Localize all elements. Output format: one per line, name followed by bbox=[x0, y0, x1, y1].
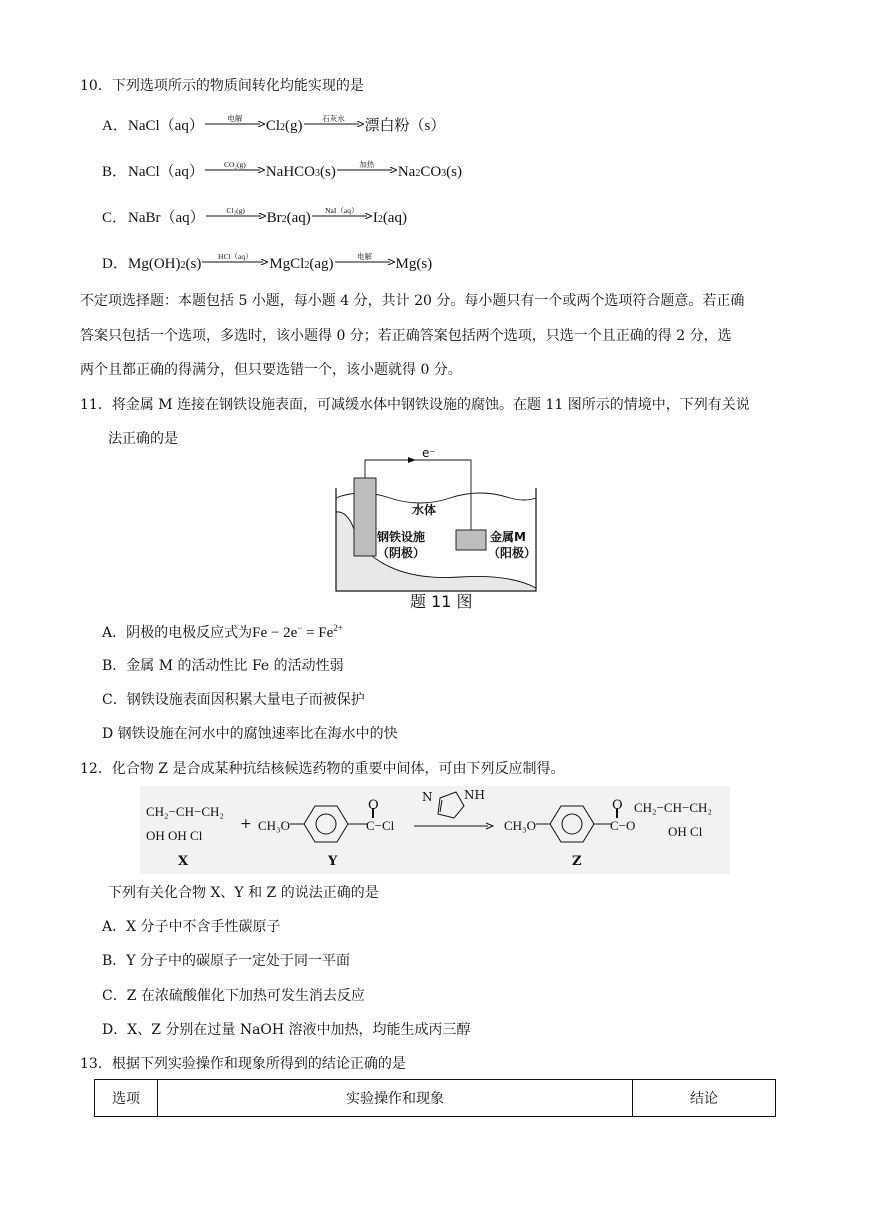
y-carbonyl-o: O bbox=[368, 798, 379, 813]
z-methoxy: CH₃O bbox=[504, 818, 536, 833]
q12-option-c: C．Z 在浓硫酸催化下加热可发生消去反应 bbox=[102, 988, 365, 1004]
q12-option-a: A．X 分子中不含手性碳原子 bbox=[102, 919, 281, 935]
electron-label: e⁻ bbox=[422, 446, 436, 460]
reaction-arrow-icon: Cl₂(g) bbox=[206, 206, 266, 222]
q10-stem: 10．下列选项所示的物质间转化均能实现的是 bbox=[80, 78, 364, 94]
reaction-arrow-icon: 电解 bbox=[205, 114, 265, 130]
table-row bbox=[95, 1080, 776, 1117]
q12-stem: 12．化合物 Z 是合成某种抗结核候选药物的重要中间体，可由下列反应制得。 bbox=[80, 761, 565, 777]
q10-option-b: B． NaCl（aq） CO₂(g) NaHCO 3 (s) 加热 Na 2 CO 3 (s) bbox=[102, 160, 462, 180]
steel-electrode bbox=[354, 478, 376, 556]
q11-option-a: A．阴极的电极反应式为$Fe - 2e^- = Fe^{2+}$ bbox=[102, 623, 343, 641]
q13-table bbox=[94, 1079, 776, 1117]
figure-caption: 题 11 图 bbox=[410, 592, 473, 611]
q10-option-a: A． NaCl（aq） 电解 Cl 2 (g) 石灰水 漂白粉（s） bbox=[102, 114, 446, 134]
q13-stem: 13．根据下列实验操作和现象所得到的结论正确的是 bbox=[80, 1056, 406, 1072]
z-carbonyl-o: O bbox=[612, 798, 623, 813]
q11-option-c: C．钢铁设施表面因积累大量电子而被保护 bbox=[102, 692, 365, 708]
label-x: X bbox=[178, 854, 189, 869]
q12-reaction-scheme bbox=[140, 786, 730, 874]
instructions-line-2: 答案只包括一个选项，多选时，该小题得 0 分；若正确答案包括两个选项，只选一个且正确的得 2 分，选 bbox=[80, 328, 732, 344]
label-y: Y bbox=[328, 854, 338, 869]
instructions-line-3: 两个且都正确的得满分，但只要选错一个，该小题就得 0 分。 bbox=[80, 362, 462, 378]
anode-label: （阳极） bbox=[488, 546, 537, 560]
q12-option-d: D．X、Z 分别在过量 NaOH 溶液中加热，均能生成丙三醇 bbox=[102, 1022, 471, 1038]
label-z: Z bbox=[572, 854, 582, 869]
x-structure-bottom: OH OH Cl bbox=[146, 828, 203, 843]
table-header-conclusion: 结论 bbox=[633, 1080, 776, 1117]
q11-stem-1: 11．将金属 M 连接在钢铁设施表面，可减缓水体中钢铁设施的腐蚀。在题 11 图所示的情境中，下列有关说 bbox=[80, 397, 750, 413]
q11-option-d: D 钢铁设施在河水中的腐蚀速率比在海水中的快 bbox=[102, 726, 398, 742]
plus-sign: + bbox=[240, 816, 252, 832]
q11-option-b: B．金属 M 的活动性比 Fe 的活动性弱 bbox=[102, 658, 344, 674]
water-label: 水体 bbox=[412, 503, 437, 517]
metal-m-electrode bbox=[456, 530, 486, 550]
cathode-label: （阴极） bbox=[377, 546, 426, 560]
x-structure-top: CH₂−CH−CH₂ bbox=[146, 804, 224, 819]
reaction-arrow-icon: HCl（aq） bbox=[202, 252, 268, 268]
table-header-procedure: 实验操作和现象 bbox=[158, 1080, 633, 1117]
z-ester: C−O bbox=[610, 818, 636, 833]
q12-intro: 下列有关化合物 X、Y 和 Z 的说法正确的是 bbox=[108, 885, 379, 901]
metal-m-label: 金属M bbox=[490, 530, 526, 544]
steel-label: 钢铁设施 bbox=[377, 530, 426, 544]
z-chain-top: CH₂−CH−CH₂ bbox=[634, 800, 712, 815]
reaction-arrow-icon: 电解 bbox=[335, 252, 395, 268]
table-header-option: 选项 bbox=[95, 1080, 158, 1117]
imidazole-n: N bbox=[422, 790, 433, 804]
reaction-arrow-icon: CO₂(g) bbox=[205, 160, 265, 176]
q12-option-b: B．Y 分子中的碳原子一定处于同一平面 bbox=[102, 953, 350, 969]
y-methoxy: CH₃O bbox=[258, 818, 290, 833]
instructions-line-1: 不定项选择题：本题包括 5 小题，每小题 4 分，共计 20 分。每小题只有一个或两个选项符合题意。若正确 bbox=[80, 293, 745, 309]
q11-stem-2: 法正确的是 bbox=[108, 431, 178, 447]
q10-option-c: C． NaBr（aq） Cl₂(g) Br 2 (aq) NaI（aq） I 2 (aq) bbox=[102, 206, 407, 226]
imidazole-nh: NH bbox=[464, 788, 485, 802]
y-acyl-chloride: C−Cl bbox=[366, 818, 395, 833]
reaction-arrow-icon bbox=[414, 822, 494, 830]
reaction-arrow-icon: 加热 bbox=[337, 160, 397, 176]
q10-option-d: D． Mg(OH) 2 (s) HCl（aq） MgCl 2 (ag) 电解 Mg(s) bbox=[102, 252, 433, 272]
reaction-arrow-icon: NaI（aq） bbox=[312, 206, 372, 222]
z-chain-bottom: OH Cl bbox=[668, 824, 703, 839]
reaction-arrow-icon: 石灰水 bbox=[304, 114, 364, 130]
q11-figure bbox=[330, 446, 542, 616]
